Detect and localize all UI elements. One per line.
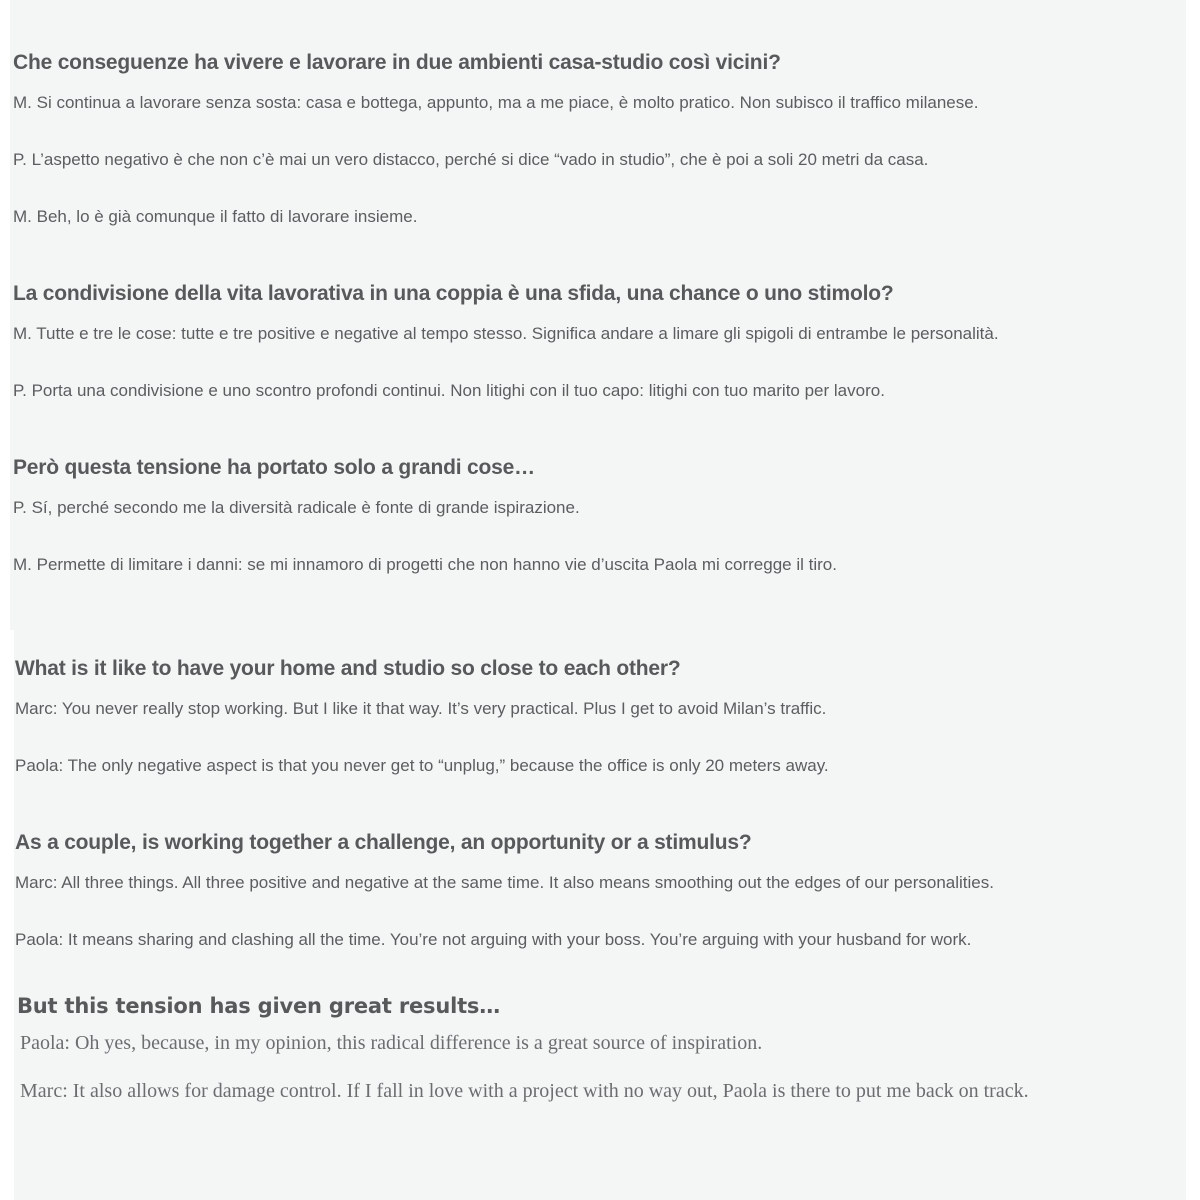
question-heading: What is it like to have your home and studio so close to each other?	[15, 657, 681, 680]
answer-paragraph: P. L’aspetto negativo è che non c’è mai un vero distacco, perché si dice “vado in studio”, che è poi a soli 20 metri da casa.	[13, 150, 929, 169]
answer-paragraph: Marc: All three things. All three positive and negative at the same time. It also means smoothing out the edges of our personalities.	[15, 873, 994, 892]
answer-paragraph: P. Porta una condivisione e uno scontro profondi continui. Non litighi con il tuo capo: litighi con tuo marito per lavoro.	[13, 381, 885, 400]
answer-paragraph: Paola: Oh yes, because, in my opinion, this radical difference is a great source of inspiration.	[20, 1032, 763, 1054]
answer-paragraph: Paola: The only negative aspect is that you never get to “unplug,” because the office is only 20 meters away.	[15, 756, 829, 775]
answer-paragraph: P. Sí, perché secondo me la diversità radicale è fonte di grande ispirazione.	[13, 498, 580, 517]
answer-paragraph: Marc: It also allows for damage control. If I fall in love with a project with no way out, Paola is there to put me back on track.	[20, 1080, 1029, 1102]
question-heading: La condivisione della vita lavorativa in una coppia è una sfida, una chance o uno stimolo?	[13, 282, 894, 305]
question-heading: Che conseguenze ha vivere e lavorare in due ambienti casa-studio così vicini?	[13, 51, 781, 74]
question-heading: As a couple, is working together a challenge, an opportunity or a stimulus?	[15, 831, 752, 854]
answer-paragraph: M. Permette di limitare i danni: se mi innamoro di progetti che non hanno vie d’uscita Paola mi corregge il tiro.	[13, 555, 837, 574]
answer-paragraph: Paola: It means sharing and clashing all the time. You’re not arguing with your boss. You’re arguing with your husband for work.	[15, 930, 972, 949]
answer-paragraph: M. Si continua a lavorare senza sosta: casa e bottega, appunto, ma a me piace, è molto pratico. Non subisco il traffico milanese.	[13, 93, 979, 112]
answer-paragraph: M. Tutte e tre le cose: tutte e tre positive e negative al tempo stesso. Significa andare a limare gli spigoli di entrambe le personalità.	[13, 324, 999, 343]
question-heading: But this tension has given great results…	[17, 994, 501, 1018]
answer-paragraph: Marc: You never really stop working. But I like it that way. It’s very practical. Plus I get to avoid Milan’s traffic.	[15, 699, 827, 718]
question-heading: Però questa tensione ha portato solo a grandi cose…	[13, 456, 535, 479]
answer-paragraph: M. Beh, lo è già comunque il fatto di lavorare insieme.	[13, 207, 418, 226]
